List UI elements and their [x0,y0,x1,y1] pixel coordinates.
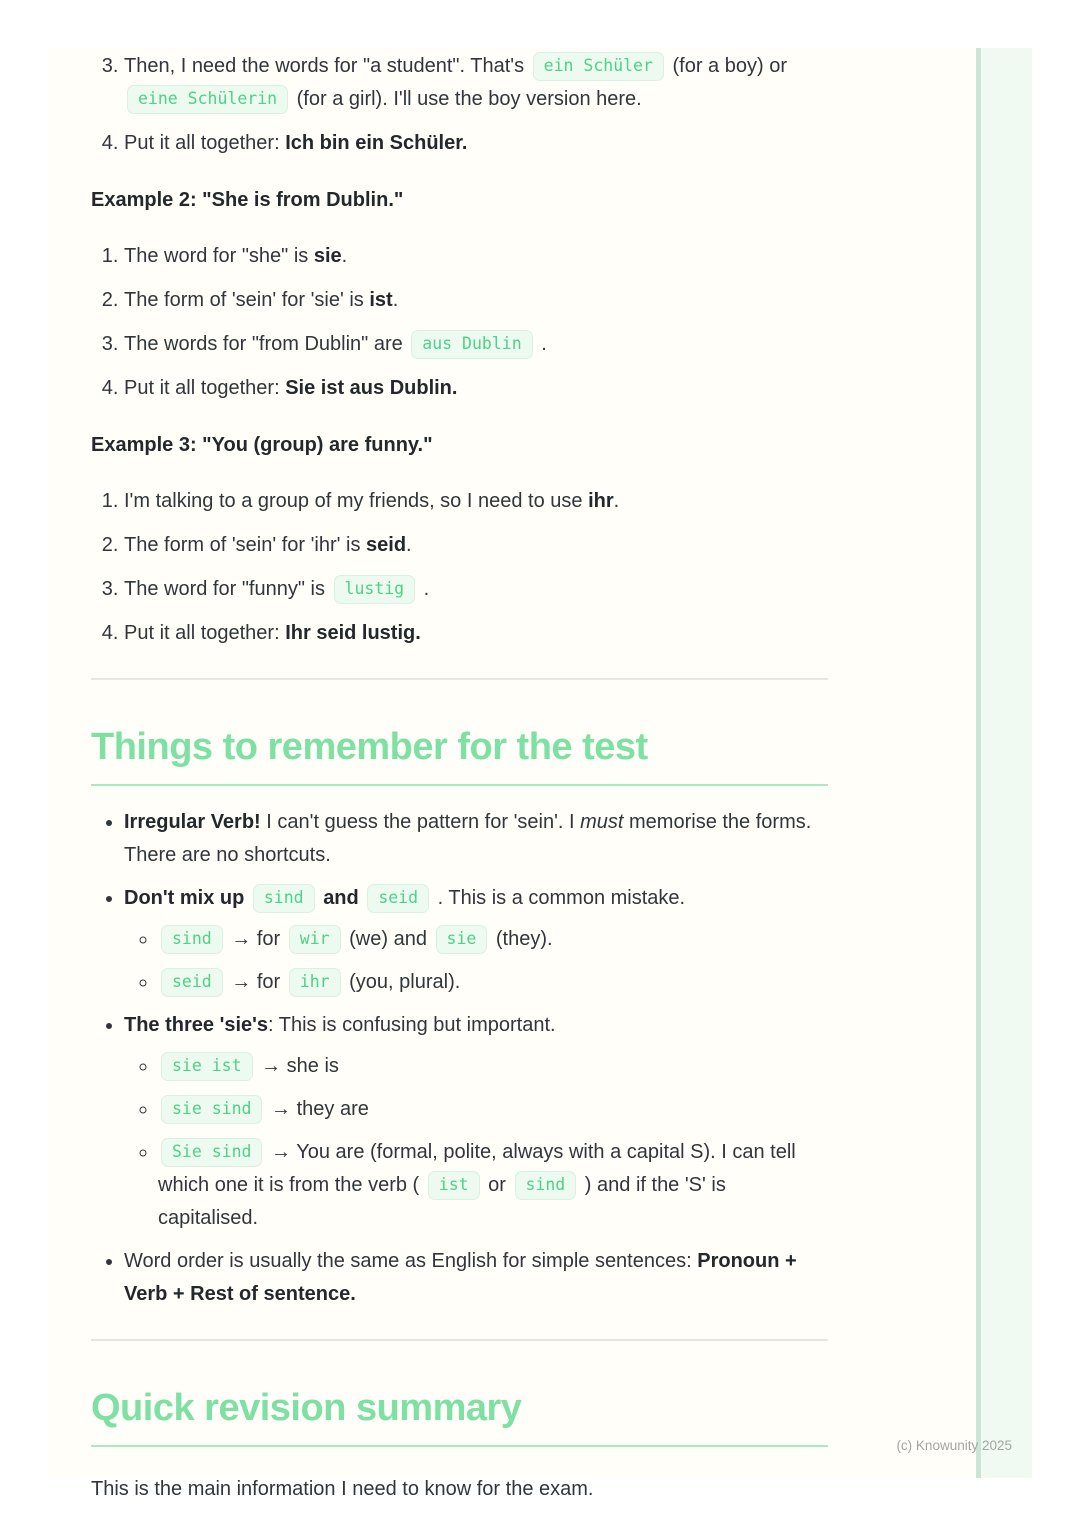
list-item: 4. Put it all together: Ihr seid lustig. [124,617,828,650]
bold-text: ihr [588,490,614,512]
sub-bullet-item: ◦ sind → for wir (we) and sie (they). [158,923,828,956]
inline-code-badge: seid [367,884,429,913]
bold-text: Don't mix up [124,887,245,909]
sub-bullet-item: ◦ seid → for ihr (you, plural). [158,966,828,999]
page-margin-stripe [976,48,1032,1478]
inline-code-badge: eine Schülerin [127,85,288,114]
bold-text: seid [366,534,407,556]
ordered-list [91,50,828,160]
inline-code-badge: Sie sind [161,1138,262,1167]
sub-bullet-item: ◦ sie ist → she is [158,1050,828,1083]
bold-text: Pronoun + Verb + Rest of sentence. [124,1250,797,1305]
inline-code-badge: ein Schüler [533,52,664,81]
ordered-list [91,485,828,650]
list-item: 4. Put it all together: Sie ist aus Dublin. [124,372,828,405]
bold-text: ist [369,289,393,311]
sub-bullet-item: ◦ sie sind → they are [158,1093,828,1126]
section-heading: Quick revision summary [91,1385,828,1447]
italic-text: must [580,811,624,833]
ordered-list [91,240,828,405]
sub-bullet-list [124,1050,828,1235]
list-item: 1. The word for "she" is sie. [124,240,828,273]
section-divider [91,678,828,680]
list-item: 2. The form of 'sein' for 'ihr' is seid. [124,529,828,562]
document-page [48,48,1032,1500]
document-content [91,50,828,1506]
inline-code-badge: ist [428,1171,480,1200]
bold-text: Ihr seid lustig. [285,622,421,644]
list-item: 3. The words for "from Dublin" are aus Dublin . [124,328,828,361]
inline-code-badge: wir [289,925,341,954]
inline-code-badge: ihr [289,968,341,997]
bullet-item: • Don't mix up sind and seid . This is a common mistake. ◦ sind → for wir (we) and sie (they). ◦ seid → for ihr (you, plural). [124,882,828,999]
list-item: 3. The word for "funny" is lustig . [124,573,828,606]
example-heading: Example 2: "She is from Dublin." [91,189,404,211]
bold-text: sie [313,245,342,267]
bullet-item: • Irregular Verb! I can't guess the pattern for 'sein'. I must memorise the forms. There are no shortcuts. [124,806,828,872]
sub-bullet-list [124,923,828,999]
bullet-item: • Word order is usually the same as English for simple sentences: Pronoun + Verb + Rest of sentence. [124,1245,828,1311]
bullet-item: • The three 'sie's: This is confusing but important. ◦ sie ist → she is ◦ sie sind → they are ◦ Sie sind → You are (formal, polite, always with a capital S). I can tell which one it is from the verb ( ist or sind ) and if the 'S' is capitalised. [124,1009,828,1235]
list-item: 4. Put it all together: Ich bin ein Schüler. [124,127,828,160]
bold-text: Ich bin ein Schüler. [285,132,468,154]
list-item: 3. Then, I need the words for "a student". That's ein Schüler (for a boy) or eine Schülerin (for a girl). I'll use the boy version here. [124,50,828,116]
bold-text: Irregular Verb! [124,811,261,833]
section-divider [91,1339,828,1341]
example-heading: Example 3: "You (group) are funny." [91,434,433,456]
copyright-watermark: (c) Knowunity 2025 [896,1438,1012,1453]
inline-code-badge: lustig [334,575,416,604]
inline-code-badge: sind [515,1171,577,1200]
sub-bullet-item: ◦ Sie sind → You are (formal, polite, always with a capital S). I can tell which one it is from the verb ( ist or sind ) and if the 'S' is capitalised. [158,1136,828,1235]
list-item: 1. I'm talking to a group of my friends, so I need to use ihr. [124,485,828,518]
bold-text: The three 'sie's [124,1014,269,1036]
section-heading: Things to remember for the test [91,724,828,786]
inline-code-badge: sie sind [161,1095,262,1124]
inline-code-badge: aus Dublin [411,330,532,359]
inline-code-badge: sind [161,925,223,954]
list-item: 2. The form of 'sein' for 'sie' is ist. [124,284,828,317]
bold-text: Sie ist aus Dublin. [285,377,458,399]
inline-code-badge: seid [161,968,223,997]
bold-text: and [323,887,359,909]
inline-code-badge: sie ist [161,1052,253,1081]
bullet-list [91,806,828,1311]
inline-code-badge: sie [436,925,488,954]
inline-code-badge: sind [253,884,315,913]
summary-paragraph: This is the main information I need to know for the exam. [91,1478,594,1500]
